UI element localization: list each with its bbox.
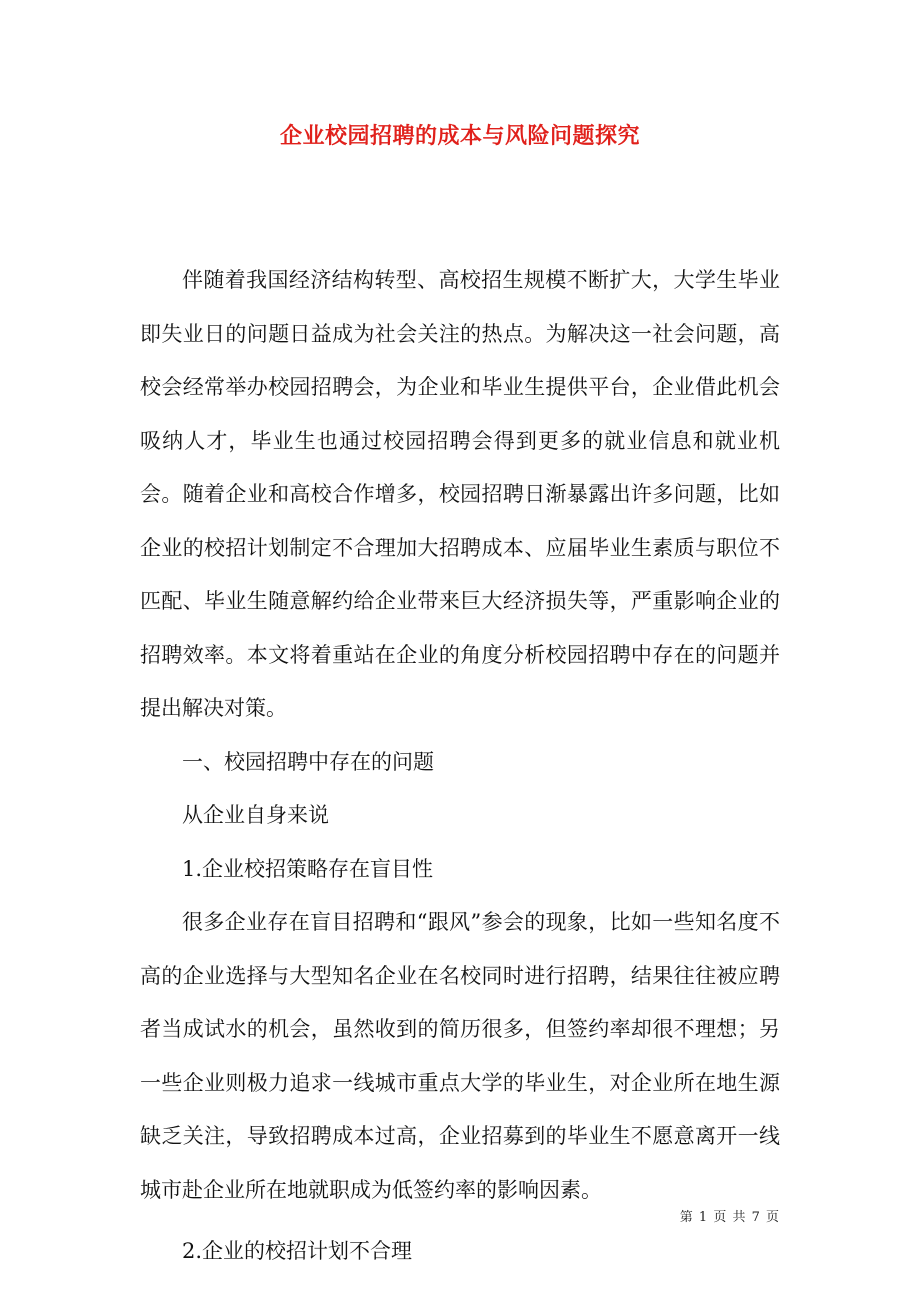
paragraph-intro: 伴随着我国经济结构转型、高校招生规模不断扩大，大学生毕业即失业日的问题日益成为社会关注的热点。为解决这一社会问题，高校会经常举办校园招聘会，为企业和毕业生提供平台，企业借此机会吸纳人才，毕业生也通过校园招聘会得到更多的就业信息和就业机会。随着企业和高校合作增多，校园招聘日渐暴露出许多问题，比如企业的校招计划制定不合理加大招聘成本、应届毕业生素质与职位不匹配、毕业生随意解约给企业带来巨大经济损失等，严重影响企业的招聘效率。本文将着重站在企业的角度分析校园招聘中存在的问题并提出解决对策。 bbox=[140, 268, 780, 720]
page-number-footer: 第 1 页 共 7 页 bbox=[679, 1210, 780, 1225]
point-heading-strategy-blindness: 1.企业校招策略存在盲目性 bbox=[182, 856, 434, 881]
point-heading-unreasonable-plan: 2.企业的校招计划不合理 bbox=[182, 1239, 413, 1263]
document-body bbox=[140, 254, 780, 1279]
document-title: 企业校园招聘的成本与风险问题探究 bbox=[279, 123, 640, 149]
section-heading-problems: 一、校园招聘中存在的问题 bbox=[182, 749, 434, 774]
paragraph-strategy-blindness: 很多企业存在盲目招聘和“跟风”参会的现象，比如一些知名度不高的企业选择与大型知名企业在名校同时进行招聘，结果往往被应聘者当成试水的机会，虽然收到的简历很多，但签约率却很不理想；另一些企业则极力追求一线城市重点大学的毕业生，对企业所在地生源缺乏关注，导致招聘成本过高，企业招募到的毕业生不愿意离开一线城市赴企业所在地就职成为低签约率的影响因素。 bbox=[140, 910, 780, 1202]
subsection-heading-enterprise: 从企业自身来说 bbox=[182, 803, 329, 827]
